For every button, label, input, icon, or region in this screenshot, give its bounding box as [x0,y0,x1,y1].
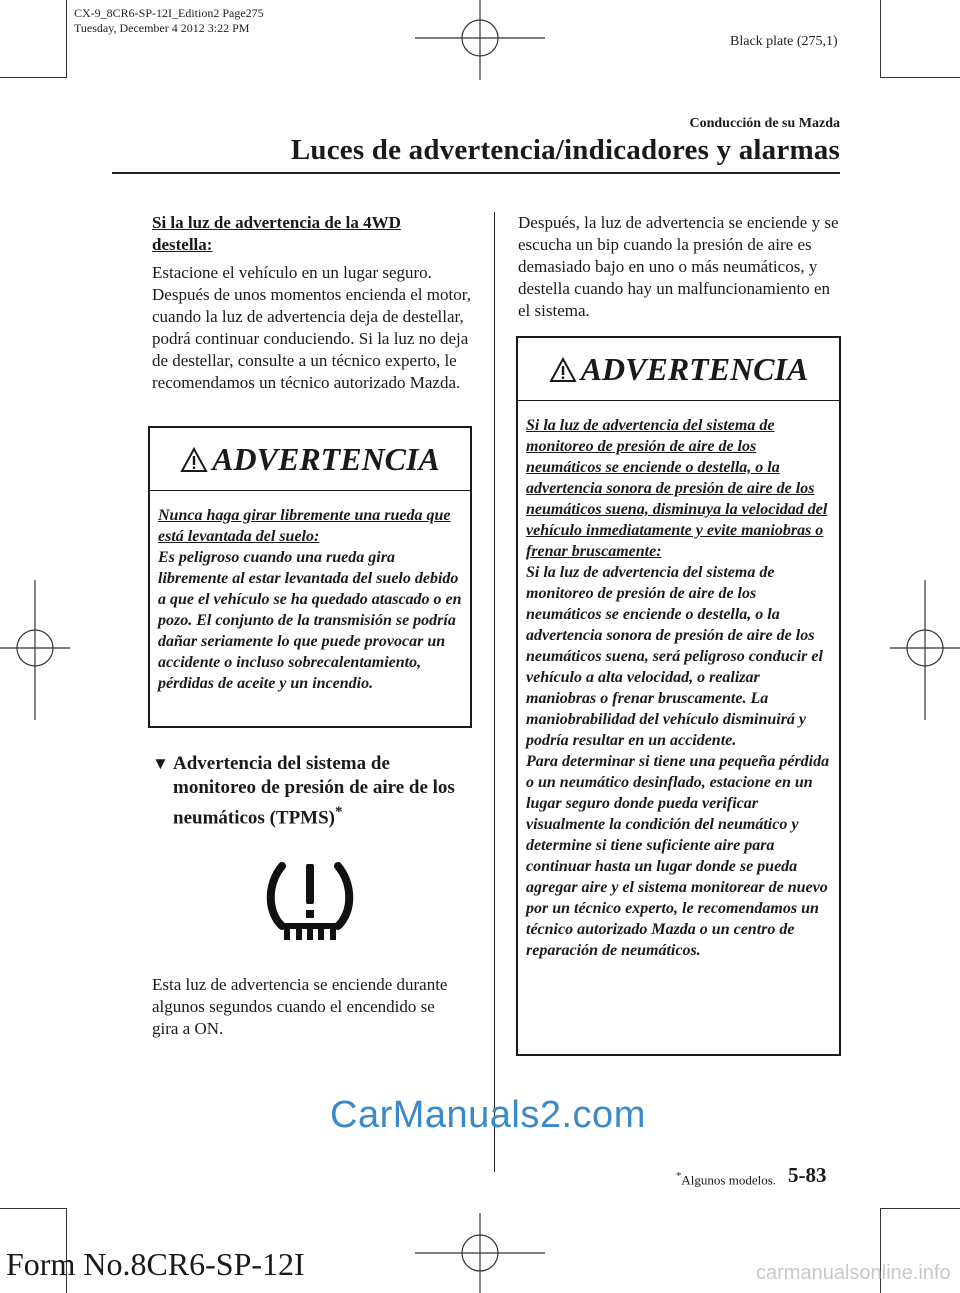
warning-lead: Nunca haga girar libremente una rueda que está levantada del suelo: [158,507,451,545]
warning-title: ADVERTENCIA [212,441,440,477]
registration-mark-icon [890,580,960,720]
registration-mark-icon [415,0,545,80]
right-paragraph: Después, la luz de advertencia se enciende y se escucha un bip cuando la presión de aire es demasiado bajo en uno o más neumáticos, y destella cuando hay un malfuncionamiento en el sistema. [518,213,839,320]
print-meta-line2: Tuesday, December 4 2012 3:22 PM [74,21,250,35]
crop-mark [66,0,67,78]
chapter-title: Luces de advertencia/indicadores y alarmas [290,134,840,166]
plate-label: Black plate (275,1) [730,34,838,49]
warning-text: Si la luz de advertencia del sistema de monitoreo de presión de aire de los neumáticos se enciende o destella, o la advertencia sonora de presión de aire de los neumáticos suena, será peligroso conducir el vehículo a alta velocidad, o realizar maniobras o frenar bruscamente. La maniobrabilidad del vehículo disminuirá y podría resultar en un accidente. [526,564,823,749]
tpms-subheading [152,752,462,830]
subsection-heading: Si la luz de advertencia de la 4WD destella: [152,213,401,254]
watermark-site: carmanualsonline.info [756,1262,951,1284]
model-star: * [335,804,343,820]
left-column [152,212,474,394]
page-number: 5-83 [788,1163,827,1187]
body-paragraph: Estacione el vehículo en un lugar seguro. Después de unos momentos encienda el motor, cuando la luz de advertencia deja de destellar, podrá continuar conduciendo. Si la luz no deja de destellar, consulte a un técnico experto, le recomendamos un técnico autorizado Mazda. [152,263,471,392]
form-number: Form No.8CR6-SP-12I [6,1246,305,1282]
column-divider [494,212,495,1172]
warning-box [148,426,472,728]
warning-triangle-icon [549,357,577,383]
header-rule [112,172,840,174]
warning-box [516,336,841,1056]
crop-mark [880,1208,960,1209]
warning-header [518,338,839,401]
tpms-subheading-text: Advertencia del sistema de monitoreo de presión de aire de los neumáticos (TPMS) [173,753,455,829]
tpms-warning-icon [262,856,358,944]
warning-header [150,428,470,491]
triangle-marker-icon: ▼ [152,754,169,773]
footnote-text: Algunos modelos. [681,1172,777,1188]
watermark: CarManuals2.com [330,1094,646,1136]
print-meta [74,6,264,36]
footnote [676,1170,776,1188]
warning-body [518,401,839,961]
warning-lead: Si la luz de advertencia del sistema de monitoreo de presión de aire de los neumáticos se enciende o destella, o la advertencia sonora de presión de aire de los neumáticos suena, disminuya la velocidad del vehículo inmediatamente y evite maniobras o frenar bruscamente: [526,417,828,560]
warning-text: Es peligroso cuando una rueda gira libremente al estar levantada del suelo debido a que el vehículo se ha quedado atascado o en pozo. El conjunto de la transmisión se podría dañar seriamente lo que puede provocar un accidente o incluso sobrecalentamiento, pérdidas de aceite y un incendio. [158,549,462,692]
section-title: Conducción de su Mazda [689,116,840,131]
registration-mark-icon [0,580,70,720]
warning-triangle-icon [180,447,208,473]
tpms-paragraph: Esta luz de advertencia se enciende durante algunos segundos cuando el encendido se gira a ON. [152,975,448,1038]
crop-mark [0,77,66,78]
footnote-star: * [676,1170,682,1182]
crop-mark [0,1208,66,1209]
crop-mark [880,0,881,78]
warning-body [150,491,470,694]
crop-mark [880,77,960,78]
registration-mark-icon [415,1213,545,1293]
warning-text: Para determinar si tiene una pequeña pérdida o un neumático desinflado, estacione en un lugar seguro donde pueda verificar visualmente la condición del neumático y determine si tiene suficiente aire para continuar hasta un lugar donde se pueda agregar aire y el sistema monitorear de nuevo por un técnico experto, le recomendamos un técnico autorizado Mazda o un centro de reparación de neumáticos. [526,753,830,959]
warning-title: ADVERTENCIA [580,351,809,387]
print-meta-line1: CX-9_8CR6-SP-12I_Edition2 Page275 [74,6,264,20]
